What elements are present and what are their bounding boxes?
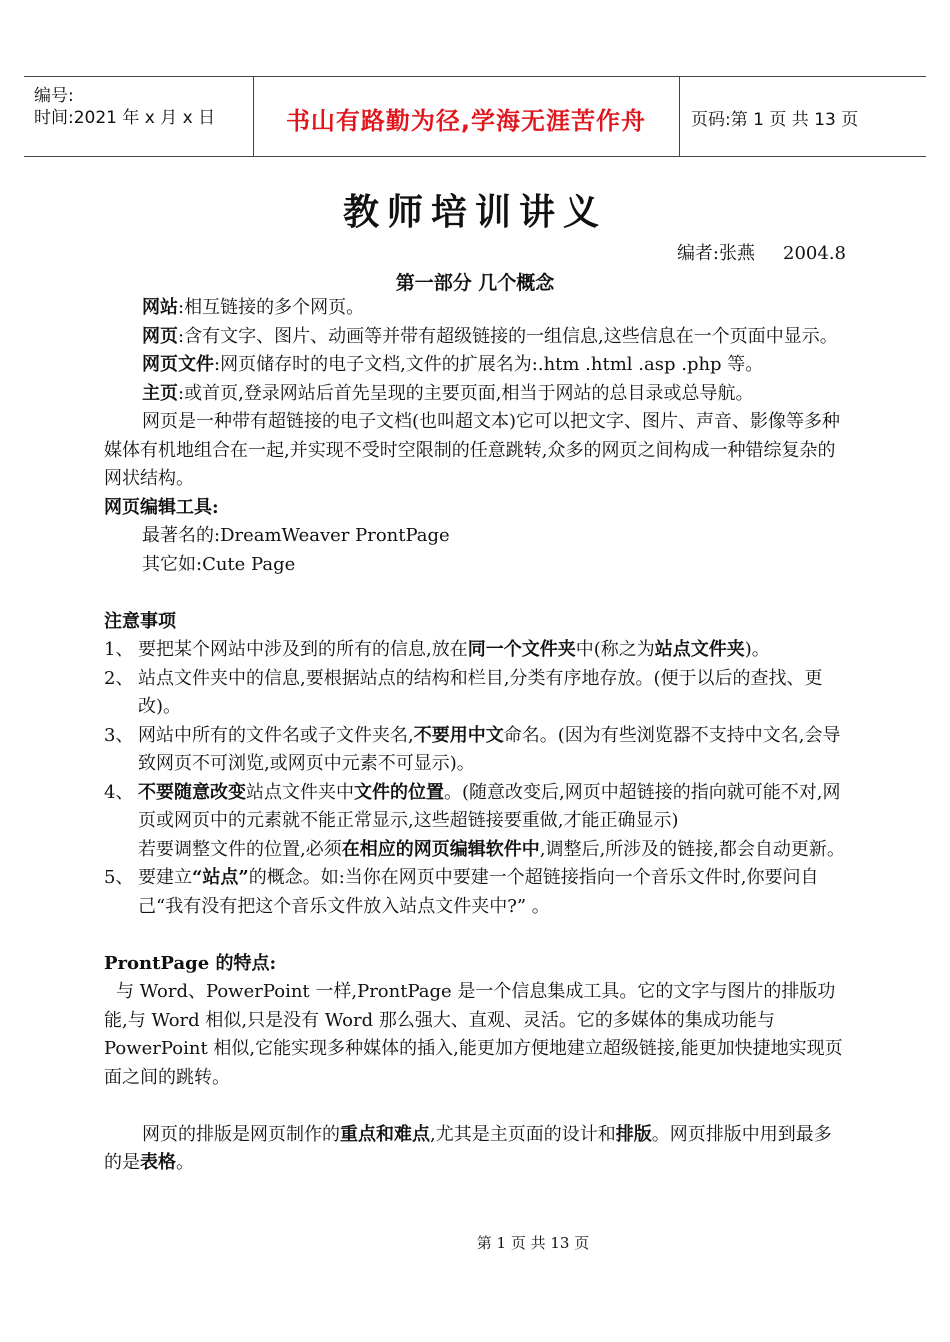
note-text: 若要调整文件的位置,必须 bbox=[138, 838, 342, 860]
note-emphasis: 不要随意改变 bbox=[138, 781, 246, 803]
note-text: 要把某个网站中涉及到的所有的信息,放在 bbox=[138, 639, 468, 660]
concept-homepage bbox=[104, 380, 848, 409]
note-text: 网站中所有的文件名或子文件夹名, bbox=[138, 724, 414, 746]
note-emphasis: 文件的位置 bbox=[354, 781, 444, 803]
author-name: 编者:张燕 bbox=[676, 243, 756, 264]
note-emphasis: 同一个文件夹 bbox=[467, 639, 576, 660]
list-item bbox=[104, 864, 848, 921]
hypertext-paragraph: 网页是一种带有超链接的电子文档(也叫超文本)它可以把文字、图片、声音、影像等多种媒体有机地组合在一起,并实现不受时空限制的任意跳转,众多的网页之间构成一种错综复杂的网状结构。 bbox=[104, 411, 841, 489]
motto-text: 书山有路勤为径,学海无涯苦作舟 bbox=[285, 107, 647, 135]
notes-heading: 注意事项 bbox=[104, 610, 176, 632]
term-homepage: 主页 bbox=[142, 382, 178, 404]
frontpage-paragraph: 与 Word、PowerPoint 一样,ProntPage 是一个信息集成工具。它的文字与图片的排版功能,与 Word 相似,只是没有 Word 那么强大、直观、灵活。它的多媒体的集成功能与 PowerPoint 相似,它能实现多种媒体的插入,能更加方便地建立超级链接,能更加快捷地实现页面之间的跳转。 bbox=[104, 981, 843, 1088]
layout-emphasis: 表格 bbox=[140, 1152, 176, 1173]
header-cell-meta bbox=[24, 77, 254, 156]
list-item bbox=[104, 722, 848, 779]
concept-webpage bbox=[104, 323, 848, 352]
list-number: 5、 bbox=[104, 867, 134, 888]
note-text: 。(随意改变后,网页中超链接的指向就可能不对,网页或网页中的元素就不能正常显示,这些超链接要重做,才能正确显示) bbox=[138, 781, 841, 831]
document-title: 教师培训讲义 bbox=[342, 192, 607, 233]
def-webpage-file: :网页储存时的电子文档,文件的扩展名为:.htm .html .asp .php 等。 bbox=[214, 354, 764, 375]
def-website: :相互链接的多个网页。 bbox=[178, 297, 365, 318]
list-item bbox=[104, 636, 848, 665]
layout-emphasis: 排版 bbox=[615, 1123, 652, 1145]
def-homepage: :或首页,登录网站后首先呈现的主要页面,相当于网站的总目录或总导航。 bbox=[178, 382, 754, 404]
list-number: 3、 bbox=[104, 724, 134, 746]
author-date: 2004.8 bbox=[783, 243, 846, 264]
page-footer: 第 1 页 共 13 页 bbox=[476, 1234, 590, 1252]
note-text: 中(称之为 bbox=[575, 639, 655, 660]
number-label: 编号: bbox=[34, 86, 74, 106]
note-text: )。 bbox=[744, 639, 770, 660]
concept-website bbox=[104, 294, 848, 323]
spacer bbox=[104, 921, 848, 950]
document-body bbox=[104, 294, 848, 1178]
note-emphasis: 在相应的网页编辑软件中 bbox=[341, 838, 540, 860]
layout-text: 。网页排版中用到最多的是 bbox=[104, 1123, 832, 1173]
header-cell-page bbox=[680, 77, 926, 156]
note-emphasis: 站点文件夹 bbox=[654, 639, 745, 660]
section-heading: 第一部分 几个概念 bbox=[395, 272, 555, 294]
note-emphasis: “站点” bbox=[192, 867, 249, 888]
notes-list bbox=[104, 636, 848, 921]
note-text: 要建立 bbox=[138, 867, 192, 888]
page-info: 页码:第 1 页 共 13 页 bbox=[691, 110, 859, 130]
note-emphasis: 不要用中文 bbox=[413, 724, 504, 746]
layout-paragraph bbox=[104, 1121, 848, 1178]
time-label: 时间:2021 年 x 月 x 日 bbox=[34, 108, 216, 128]
header-cell-motto bbox=[253, 77, 680, 156]
spacer bbox=[104, 1092, 848, 1121]
concept-webpage-file bbox=[104, 351, 848, 380]
author-line bbox=[677, 239, 846, 265]
document-header-table bbox=[24, 76, 926, 157]
spacer bbox=[104, 579, 848, 608]
list-number: 2、 bbox=[104, 667, 134, 689]
list-number: 1、 bbox=[104, 639, 134, 660]
frontpage-heading: ProntPage 的特点: bbox=[104, 952, 277, 974]
layout-emphasis: 重点和难点 bbox=[340, 1123, 430, 1145]
tools-others: 其它如:Cute Page bbox=[142, 553, 296, 575]
layout-text: 。 bbox=[176, 1152, 194, 1173]
term-webpage: 网页 bbox=[142, 325, 178, 347]
list-number: 4、 bbox=[104, 781, 134, 803]
list-item bbox=[104, 665, 848, 722]
note-text: 命名。(因为有些浏览器不支持中文名,会导致网页不可浏览,或网页中元素不可显示)。 bbox=[138, 724, 841, 774]
term-website: 网站 bbox=[142, 297, 178, 318]
term-webpage-file: 网页文件 bbox=[142, 354, 214, 375]
tools-famous: 最著名的:DreamWeaver ProntPage bbox=[142, 525, 450, 546]
note-text: 站点文件夹中的信息,要根据站点的结构和栏目,分类有序地存放。(便于以后的查找、更改)。 bbox=[138, 667, 823, 717]
def-webpage: :含有文字、图片、动画等并带有超级链接的一组信息,这些信息在一个页面中显示。 bbox=[178, 325, 838, 347]
tools-heading: 网页编辑工具: bbox=[104, 496, 219, 518]
layout-text: ,尤其是主页面的设计和 bbox=[430, 1123, 616, 1145]
list-item bbox=[104, 779, 848, 865]
note-text: 的概念。如:当你在网页中要建一个超链接指向一个音乐文件时,你要问自己“我有没有把这个音乐文件放入站点文件夹中?” 。 bbox=[138, 867, 819, 917]
layout-text: 网页的排版是网页制作的 bbox=[142, 1123, 340, 1145]
note-text: 站点文件夹中 bbox=[246, 781, 354, 803]
note-text: ,调整后,所涉及的链接,都会自动更新。 bbox=[539, 838, 845, 860]
